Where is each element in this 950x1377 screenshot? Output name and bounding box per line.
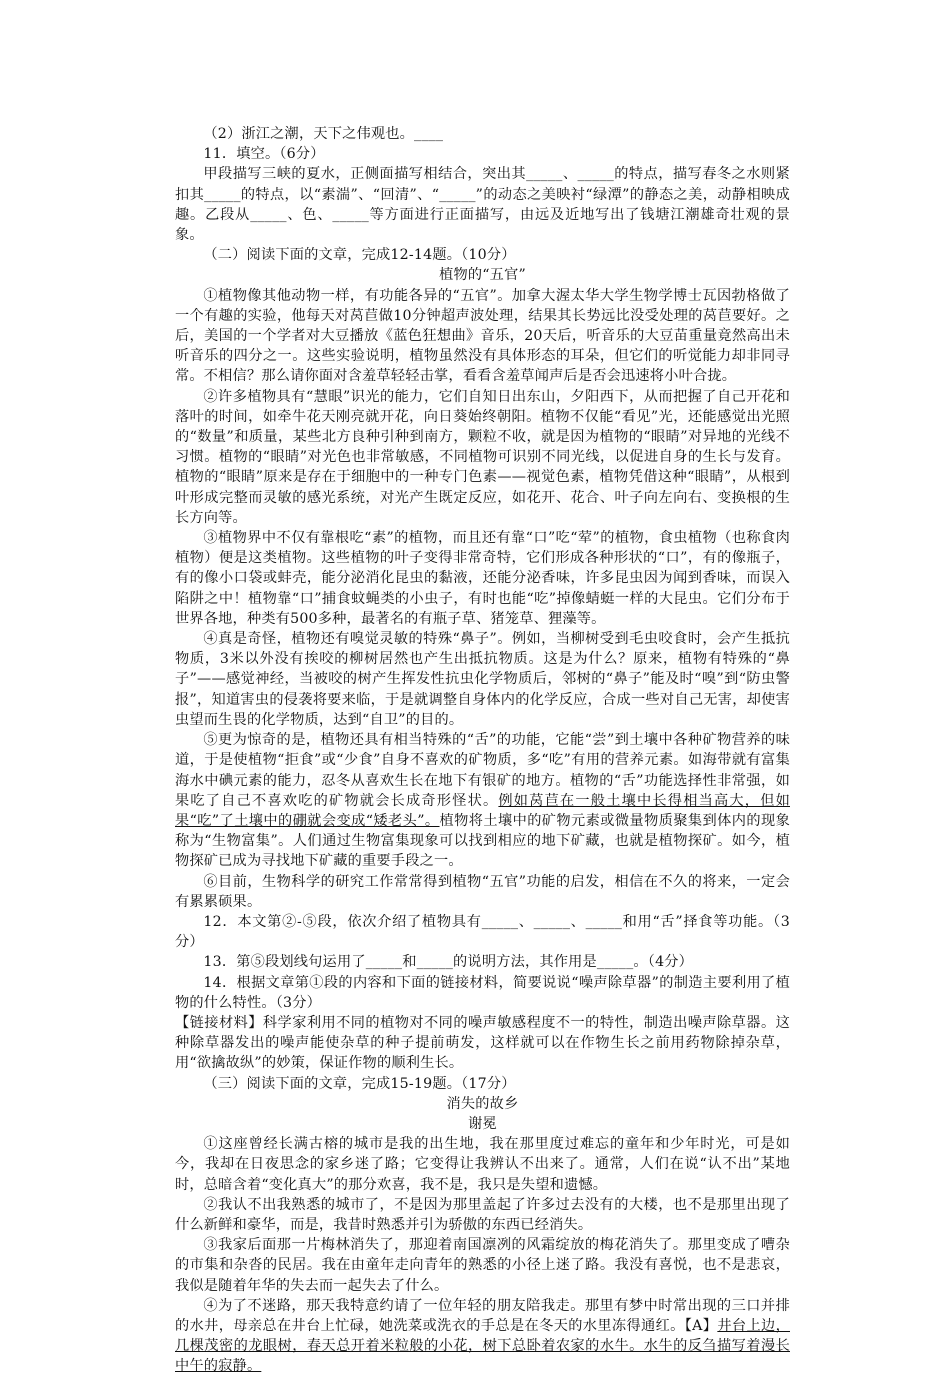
paragraph-5-text: ⑤更为惊奇的是，植物还具有相当特殊的“舌”的功能，它能“尝”到土壤中各种矿物营养的味道，于是使植物“拒食”或“少食”自身不喜欢的矿物质，多“吃”有用的营养元素。如海带就有富集海水中碘元素的能力，忍冬从喜欢生长在地下有银矿的地方。植物的“舌”功能选择性非常强，如果吃了自己不喜欢吃的矿物就会长成奇形怪状。 (175, 732, 790, 809)
section-3-author: 谢冕 (468, 1115, 497, 1132)
question-11-body: 甲段描写三峡的夏水，正侧面描写相结合，突出其_____、_____的特点，描写春冬之水则紧扣其_____的特点，以“素湍”、“回清”、“_____”的动态之美映衬“绿潭”的静态之美，动静相映成趣。乙段从_____、色、_____等方面进行正面描写，由远及近地写出了钱塘江潮雄奇壮观的景象。 (175, 166, 790, 244)
section-3-paragraph-3: ③我家后面那一片梅林消失了，那迎着南国凛冽的风霜绽放的梅花消失了。那里变成了嘈杂的市集和杂沓的民居。我在由童年走向青年的熟悉的小径上迷了路。我没有喜悦，也不是悲哀，我似是随着年华的失去而一起失去了什么。 (175, 1237, 790, 1294)
link-material: 【链接材料】科学家利用不同的植物对不同的噪声敏感程度不一的特性，制造出噪声除草器。这种除草器发出的噪声能使杂草的种子提前萌发，这样就可以在作物生长之前用药物除掉杂草，用“欲擒故纵”的妙策，保证作物的顺利生长。 (175, 1014, 790, 1072)
paragraph-5-tail: 植物将土壤中的矿物元素或微量物质聚集到体内的现象称为“生物富集”。人们通过生物富集现象可以找到相应的地下矿藏，也就是植物探矿。如今，植物探矿已成为寻找地下矿藏的重要手段之一。 (175, 812, 790, 870)
section-2-paragraph-5 (175, 730, 790, 871)
section-3-title: 消失的故乡 (446, 1095, 519, 1112)
section-3-header: （三）阅读下面的文章，完成15-19题。（17分） (203, 1075, 516, 1092)
section-2-paragraph-4: ④真是奇怪，植物还有嗅觉灵敏的特殊“鼻子”。例如，当柳树受到毛虫咬食时，会产生抵抗物质，3米以外没有挨咬的柳树居然也产生出抵抗物质。这是为什么？原来，植物有特殊的“鼻子”——感觉神经，当被咬的树产生挥发性抗虫化学物质后，邻树的“鼻子”能及时“嗅”到“防虫警报”，知道害虫的侵袭将要来临，于是就调整自身体内的化学反应，合成一些对自己无害，却使害虫望而生畏的化学物质，达到“自卫”的目的。 (175, 631, 790, 728)
paragraph-4-text: ④为了不迷路，那天我特意约请了一位年轻的朋友陪我走。那里有梦中时常出现的三口并排的水井，母亲总在井台上忙碌，她洗菜或洗衣的手总是在冬天的水里冻得通红。【A】 (175, 1297, 790, 1334)
section-2-paragraph-1: ①植物像其他动物一样，有功能各异的“五官”。加拿大渥太华大学生物学博士瓦因勃格做了一个有趣的实验，他每天对莴苣做10分钟超声波处理，结果其长势远比没受处理的莴苣要好。之后，美国的一个学者对大豆播放《蓝色狂想曲》音乐，20天后，听音乐的大豆苗重量竟然高出未听音乐的四分之一。这些实验说明，植物虽然没有具体形态的耳朵，但它们的听觉能力却非同寻常。不相信？那么请你面对含羞草轻轻击掌，看看含羞草闻声后是否会迅速将小叶合拢。 (175, 287, 790, 385)
section-2-paragraph-2: ②许多植物具有“慧眼”识光的能力，它们自知日出东山，夕阳西下，从而把握了自己开花和落叶的时间，如牵牛花天刚亮就开花，向日葵始终朝阳。植物不仅能“看见”光，还能感觉出光照的“数量”和质量，某些北方良种引种到南方，颗粒不收，就是因为植物的“眼睛”对异地的光线不习惯。植物的“眼睛”对光色也非常敏感，不同植物可识别不同光线，以促进自身的生长与发育。植物的“眼睛”原来是存在于细胞中的一种专门色素——视觉色素，植物凭借这种“眼睛”，从根到叶形成完整而灵敏的感光系统，对光产生既定反应，如花开、花合、叶子向左向右、变换根的生长方向等。 (175, 388, 790, 526)
question-14: 14．根据文章第①段的内容和下面的链接材料，简要说说“噪声除草器”的制造主要利用了植物的什么特性。（3分） (175, 974, 790, 1011)
question-13: 13．第⑤段划线句运用了_____和_____的说明方法，其作用是_____。（4分） (203, 954, 694, 971)
question-10-2: （2）浙江之潮，天下之伟观也。____ (203, 126, 444, 142)
section-2-title: 植物的“五官” (439, 267, 526, 284)
section-3-paragraph-2: ②我认不出我熟悉的城市了，不是因为那里盖起了许多过去没有的大楼，也不是那里出现了什么新鲜和豪华，而是，我昔时熟悉并引为骄傲的东西已经消失。 (175, 1196, 790, 1233)
paragraph-4-underlined-sentence: 井台上边，几棵茂密的龙眼树，春天总开着米粒般的小花，树下总卧着农家的水牛。水牛的反刍描写着漫长中午的寂静。 (175, 1317, 790, 1375)
section-2-paragraph-3: ③植物界中不仅有靠根吃“素”的植物，而且还有靠“口”吃“荤”的植物，食虫植物（也称食肉植物）便是这类植物。这些植物的叶子变得非常奇特，它们形成各种形状的“口”，有的像瓶子，有的像小口袋或蚌壳，能分泌消化昆虫的黏液，还能分泌香味，许多昆虫因为闻到香味，而误入陷阱之中！植物靠“口”捕食蚊蝇类的小虫子，有时也能“吃”掉像蜻蜓一样的大昆虫。它们分布于世界各地，种类有500多种，最著名的有瓶子草、猪笼草、狸藻等。 (175, 530, 790, 627)
section-2-paragraph-6: ⑥目前，生物科学的研究工作常常得到植物“五官”功能的启发，相信在不久的将来，一定会有累累硕果。 (175, 873, 790, 910)
section-3-paragraph-4 (175, 1296, 790, 1377)
question-11-heading: 11．填空。（6分） (203, 146, 325, 163)
section-2-header: （二）阅读下面的文章，完成12-14题。（10分） (203, 247, 516, 264)
question-12: 12．本文第②-⑤段，依次介绍了植物具有_____、_____、_____和用“舌”择食等功能。（3分） (175, 913, 790, 951)
section-3-paragraph-1: ①这座曾经长满古榕的城市是我的出生地，我在那里度过难忘的童年和少年时光，可是如今，我却在日夜思念的家乡迷了路；它变得让我辨认不出来了。通常，人们在说“认不出”某地时，总暗含着“变化真大”的那分欢喜，我不是，我只是失望和遗憾。 (175, 1136, 790, 1193)
paragraph-5-underlined-sentence: 例如莴苣在一般土壤中长得相当高大，但如果“吃”了土壤中的硼就会变成“矮老头”。 (175, 792, 790, 829)
